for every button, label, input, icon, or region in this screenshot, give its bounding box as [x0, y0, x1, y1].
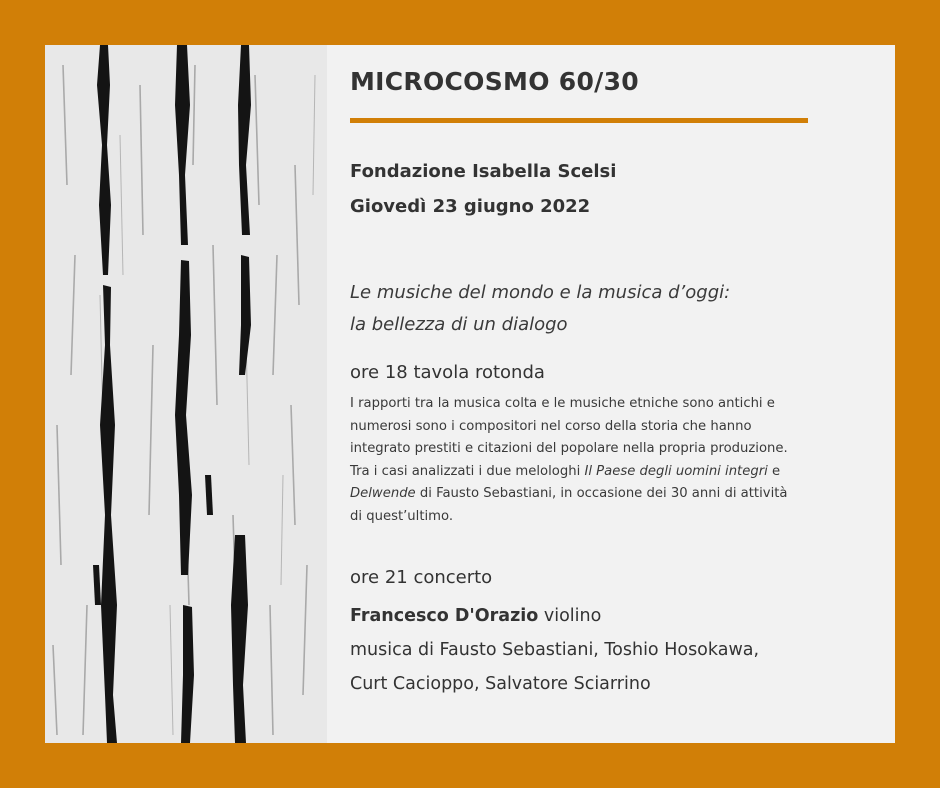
round-table-description	[350, 393, 880, 528]
event-subtitle	[350, 277, 730, 341]
description-line: I rapporti tra la musica colta e le musiche etniche sono antichi e	[350, 396, 775, 411]
work-title: Delwende	[350, 486, 416, 501]
description-text: di Fausto Sebastiani, in occasione dei 30 anni di attività	[415, 486, 788, 501]
page-title: MICROCOSMO 60/30	[350, 67, 639, 96]
subtitle-line: la bellezza di un dialogo	[350, 314, 568, 335]
description-line	[350, 461, 880, 484]
performer-name: Francesco D'Orazio	[350, 606, 539, 626]
title-divider	[350, 118, 808, 123]
subtitle-line: Le musiche del mondo e la musica d’oggi:	[350, 282, 731, 303]
ink-strokes-image	[45, 45, 327, 743]
venue-name: Fondazione Isabella Scelsi	[350, 161, 617, 182]
round-table-heading: ore 18 tavola rotonda	[350, 362, 545, 383]
description-line: numerosi sono i compositori nel corso della storia che hanno	[350, 418, 752, 434]
program-line: musica di Fausto Sebastiani, Toshio Hosokawa,	[350, 640, 760, 660]
description-text: Tra i casi analizzati i due melologhi	[350, 463, 585, 479]
work-title: Il Paese degli uomini integri	[584, 463, 768, 479]
performer-line	[350, 599, 759, 633]
abstract-ink-artwork	[45, 45, 327, 743]
concert-details	[350, 599, 759, 701]
description-line: integrato prestiti e citazioni del popolare nella propria produzione.	[350, 441, 788, 456]
description-line: di quest’ultimo.	[350, 508, 454, 524]
event-date: Giovedì 23 giugno 2022	[350, 196, 591, 217]
program-line: Curt Cacioppo, Salvatore Sciarrino	[350, 674, 651, 694]
concert-heading: ore 21 concerto	[350, 567, 493, 588]
performer-instrument: violino	[538, 606, 602, 626]
poster-card	[45, 45, 895, 743]
description-text: e	[767, 463, 781, 479]
description-line	[350, 483, 880, 506]
